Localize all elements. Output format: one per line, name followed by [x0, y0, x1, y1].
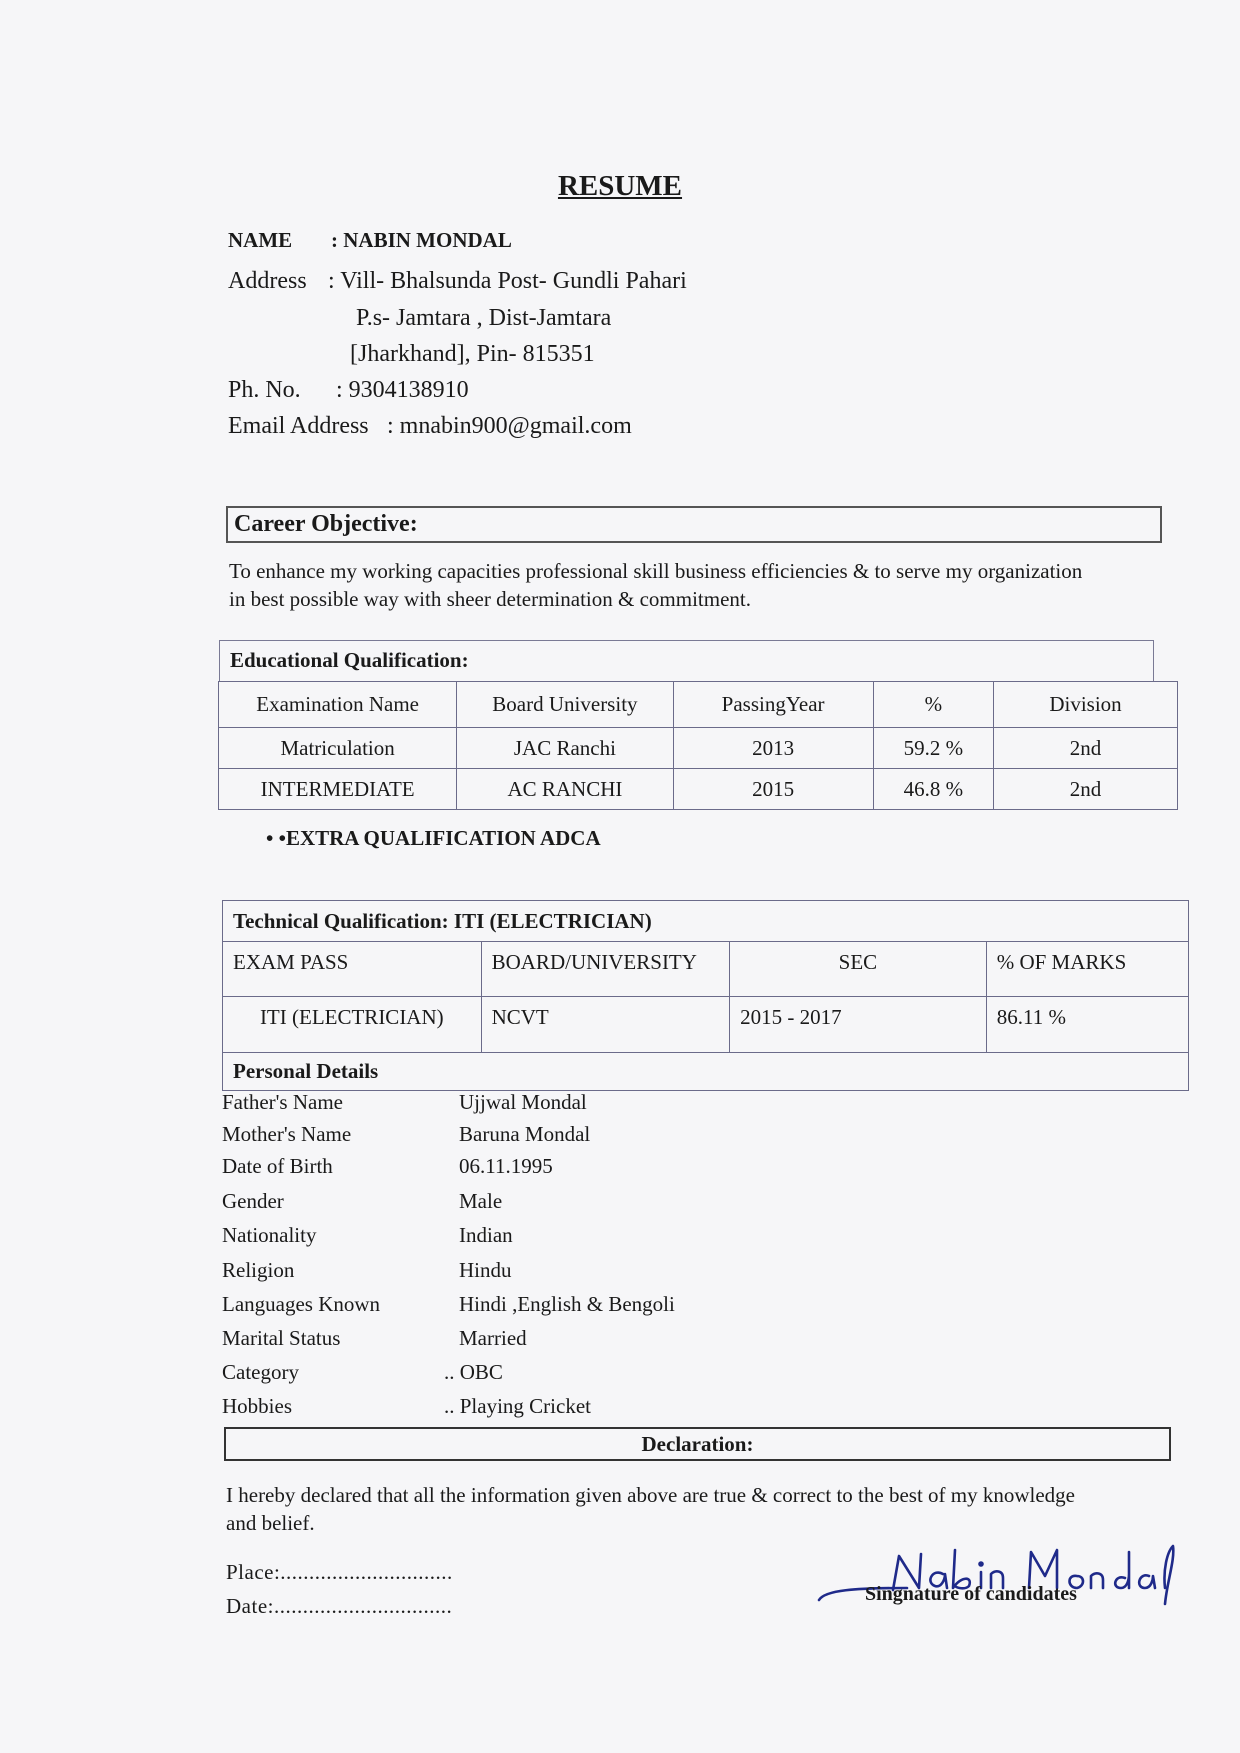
address-line-2: P.s- Jamtara , Dist-Jamtara: [356, 305, 612, 331]
education-heading: Educational Qualification:: [230, 648, 469, 672]
education-cell: INTERMEDIATE: [219, 769, 457, 810]
table-row: [223, 997, 1189, 1053]
personal-label: Date of Birth: [222, 1154, 333, 1178]
personal-label: Nationality: [222, 1223, 317, 1247]
technical-heading: Technical Qualification: ITI (ELECTRICIAN): [223, 901, 1189, 942]
technical-col-sec: SEC: [730, 942, 987, 997]
career-objective-heading: Career Objective:: [234, 511, 418, 537]
education-cell: AC RANCHI: [457, 769, 673, 810]
personal-value: Male: [459, 1189, 503, 1213]
personal-value: .. OBC: [444, 1360, 503, 1384]
education-header-row: [219, 682, 1178, 728]
personal-value: Indian: [459, 1223, 513, 1247]
career-objective-line-2: in best possible way with sheer determination & commitment.: [229, 587, 751, 611]
email-label: Email Address: [228, 413, 369, 439]
education-col-year: PassingYear: [673, 682, 873, 728]
personal-value: Hindi ,English & Bengoli: [459, 1292, 675, 1316]
technical-col-exam: EXAM PASS: [223, 942, 482, 997]
education-table: [218, 681, 1178, 810]
address-line-3: [Jharkhand], Pin- 815351: [350, 341, 595, 367]
personal-value: .. Playing Cricket: [444, 1394, 591, 1418]
education-cell: 2015: [673, 769, 873, 810]
personal-label: Marital Status: [222, 1326, 341, 1350]
technical-col-board: BOARD/UNIVERSITY: [481, 942, 730, 997]
declaration-line-1: I hereby declared that all the information given above are true & correct to the best of my knowledge: [226, 1483, 1076, 1507]
personal-label: Father's Name: [222, 1090, 343, 1114]
education-heading-box: [219, 640, 1154, 682]
personal-label: Mother's Name: [222, 1122, 352, 1146]
declaration-heading: Declaration:: [224, 1427, 1171, 1461]
technical-table: [222, 900, 1189, 1091]
declaration-line-2: and belief.: [226, 1511, 315, 1535]
extra-qualification: • •EXTRA QUALIFICATION ADCA: [266, 826, 601, 850]
education-col-exam: Examination Name: [219, 682, 457, 728]
personal-value: 06.11.1995: [459, 1154, 553, 1178]
education-cell: 2nd: [994, 728, 1178, 769]
table-row: [219, 728, 1178, 769]
name-value: : NABIN MONDAL: [331, 228, 512, 252]
personal-value: Ujjwal Mondal: [459, 1090, 587, 1114]
phone-label: Ph. No.: [228, 377, 301, 403]
place-field: Place:..............................: [226, 1560, 453, 1584]
technical-col-marks: % OF MARKS: [986, 942, 1188, 997]
education-cell: Matriculation: [219, 728, 457, 769]
signature-caption: Singnature of candidates: [865, 1583, 1077, 1605]
technical-cell: 86.11 %: [986, 997, 1188, 1053]
resume-title: RESUME: [557, 170, 683, 202]
education-col-division: Division: [994, 682, 1178, 728]
technical-cell: NCVT: [481, 997, 730, 1053]
personal-value: Married: [459, 1326, 527, 1350]
education-cell: 59.2 %: [873, 728, 993, 769]
career-objective-heading-box: [226, 506, 1162, 543]
technical-cell: 2015 - 2017: [730, 997, 987, 1053]
address-label: Address: [228, 268, 307, 294]
education-col-percent: %: [873, 682, 993, 728]
personal-heading-row: [223, 1053, 1189, 1091]
technical-cell: ITI (ELECTRICIAN): [223, 997, 482, 1053]
career-objective-line-1: To enhance my working capacities professional skill business efficiencies & to serve my organization: [229, 559, 1083, 583]
personal-heading: Personal Details: [223, 1053, 1189, 1091]
name-label: NAME: [228, 228, 293, 252]
email-value: : mnabin900@gmail.com: [387, 413, 632, 439]
phone-value: : 9304138910: [336, 377, 469, 403]
personal-label: Category: [222, 1360, 299, 1384]
technical-heading-row: [223, 901, 1189, 942]
personal-label: Languages Known: [222, 1292, 381, 1316]
personal-label: Religion: [222, 1258, 295, 1282]
education-cell: 46.8 %: [873, 769, 993, 810]
education-cell: 2013: [673, 728, 873, 769]
technical-header-row: [223, 942, 1189, 997]
personal-label: Hobbies: [222, 1394, 292, 1418]
date-field: Date:...............................: [226, 1594, 453, 1618]
personal-value: Hindu: [459, 1258, 512, 1282]
personal-label: Gender: [222, 1189, 284, 1213]
personal-value: Baruna Mondal: [459, 1122, 591, 1146]
education-cell: JAC Ranchi: [457, 728, 673, 769]
education-cell: 2nd: [994, 769, 1178, 810]
education-col-board: Board University: [457, 682, 673, 728]
table-row: [219, 769, 1178, 810]
address-line-1: : Vill- Bhalsunda Post- Gundli Pahari: [328, 268, 687, 294]
